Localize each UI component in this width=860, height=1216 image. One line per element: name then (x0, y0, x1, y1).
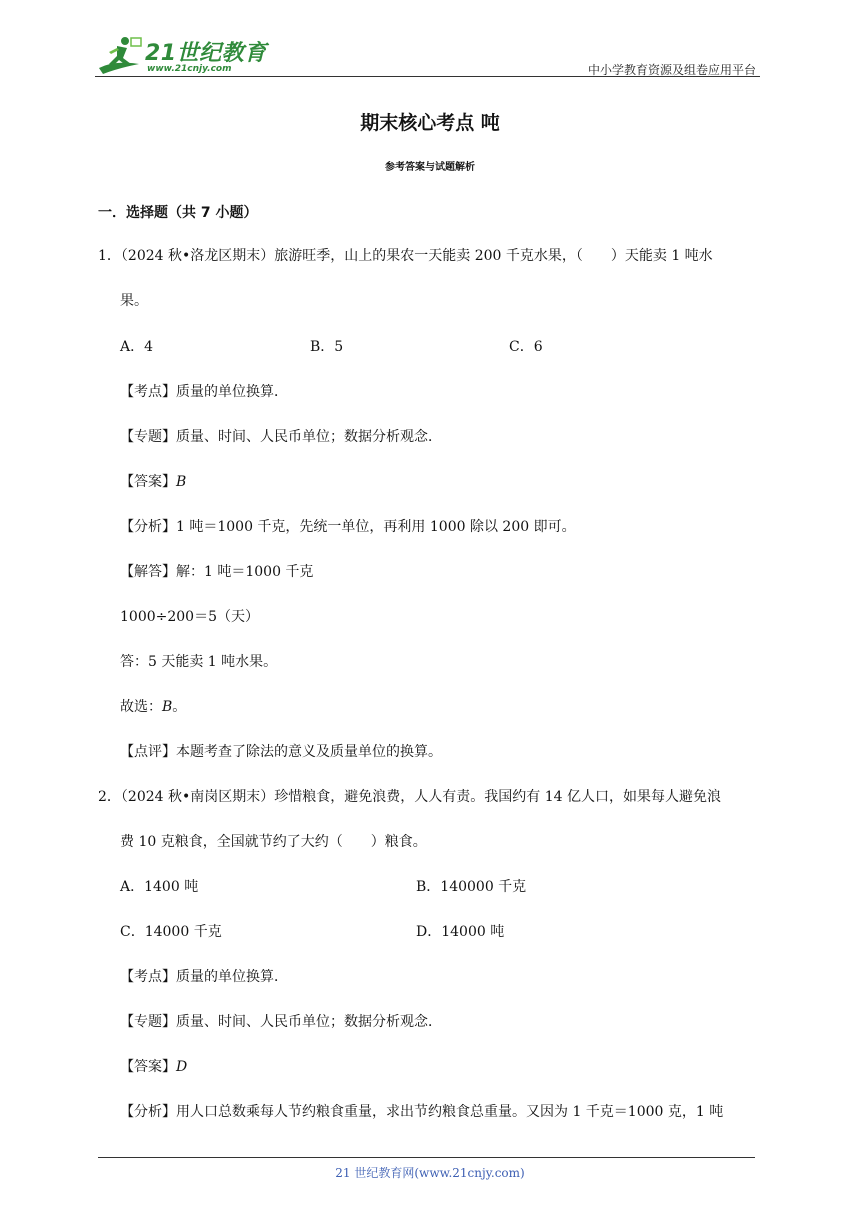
q1-kaodian: 【考点】质量的单位换算． (120, 384, 288, 400)
footer-divider (98, 1157, 755, 1158)
q2-fenxi: 【分析】用人口总数乘每人节约粮食重量，求出节约粮食总重量。又因为 1 千克＝1000 克，1 吨 (120, 1104, 724, 1120)
answer-label: 【答案】 (120, 474, 176, 490)
choose-label: 故选： (120, 699, 162, 715)
q1-option-a: A．4 (120, 339, 154, 355)
q1-option-b: B．5 (310, 339, 344, 355)
answer-value: D (176, 1059, 188, 1075)
document-subtitle: 参考答案与试题解析 (385, 162, 475, 173)
q2-option-a: A．1400 吨 (120, 879, 199, 895)
q1-answer (120, 472, 186, 492)
q1-choose (120, 697, 186, 717)
q1-jieda: 【解答】解：1 吨＝1000 千克 (120, 564, 314, 580)
header-divider (95, 76, 760, 77)
page-header (95, 30, 760, 82)
choose-value: B (162, 699, 173, 715)
q2-option-d: D．14000 吨 (416, 924, 505, 940)
q1-calc: 1000÷200＝5（天） (120, 609, 259, 625)
document-title: 期末核心考点 吨 (360, 112, 500, 134)
logo-wordmark: 21世纪教育 (145, 41, 267, 66)
question-2-stem-cont: 费 10 克粮食，全国就节约了大约（ ）粮食。 (120, 834, 427, 850)
answer-value: B (176, 474, 187, 490)
q1-fenxi: 【分析】1 吨＝1000 千克，先统一单位，再利用 1000 除以 200 即可。 (120, 519, 576, 535)
q2-option-b: B．140000 千克 (416, 879, 527, 895)
runner-logo-icon (95, 34, 143, 78)
answer-label: 【答案】 (120, 1059, 176, 1075)
section-heading: 一．选择题（共 7 小题） (98, 205, 258, 221)
site-logo[interactable] (95, 30, 270, 82)
q2-option-c: C．14000 千克 (120, 924, 222, 940)
logo-url: www.21cnjy.com (147, 64, 232, 74)
q1-dianping: 【点评】本题考查了除法的意义及质量单位的换算。 (120, 744, 442, 760)
q2-answer (120, 1057, 187, 1077)
choose-end: 。 (172, 699, 187, 715)
question-1-stem-cont: 果。 (120, 293, 148, 309)
q1-option-c: C．6 (509, 339, 543, 355)
question-1-stem: 1．（2024 秋•洛龙区期末）旅游旺季，山上的果农一天能卖 200 千克水果，（ ）天能卖 1 吨水 (98, 248, 713, 264)
question-2-stem: 2．（2024 秋•南岗区期末）珍惜粮食，避免浪费，人人有责。我国约有 14 亿人口，如果每人避免浪 (98, 789, 721, 805)
q2-kaodian: 【考点】质量的单位换算． (120, 969, 288, 985)
platform-name: 中小学教育资源及组卷应用平台 (587, 63, 756, 77)
q1-conclusion: 答：5 天能卖 1 吨水果。 (120, 654, 278, 670)
q1-zhuanti: 【专题】质量、时间、人民币单位；数据分析观念． (120, 429, 442, 445)
footer-link[interactable]: 21 世纪教育网(www.21cnjy.com) (335, 1166, 525, 1180)
q2-zhuanti: 【专题】质量、时间、人民币单位；数据分析观念． (120, 1014, 442, 1030)
